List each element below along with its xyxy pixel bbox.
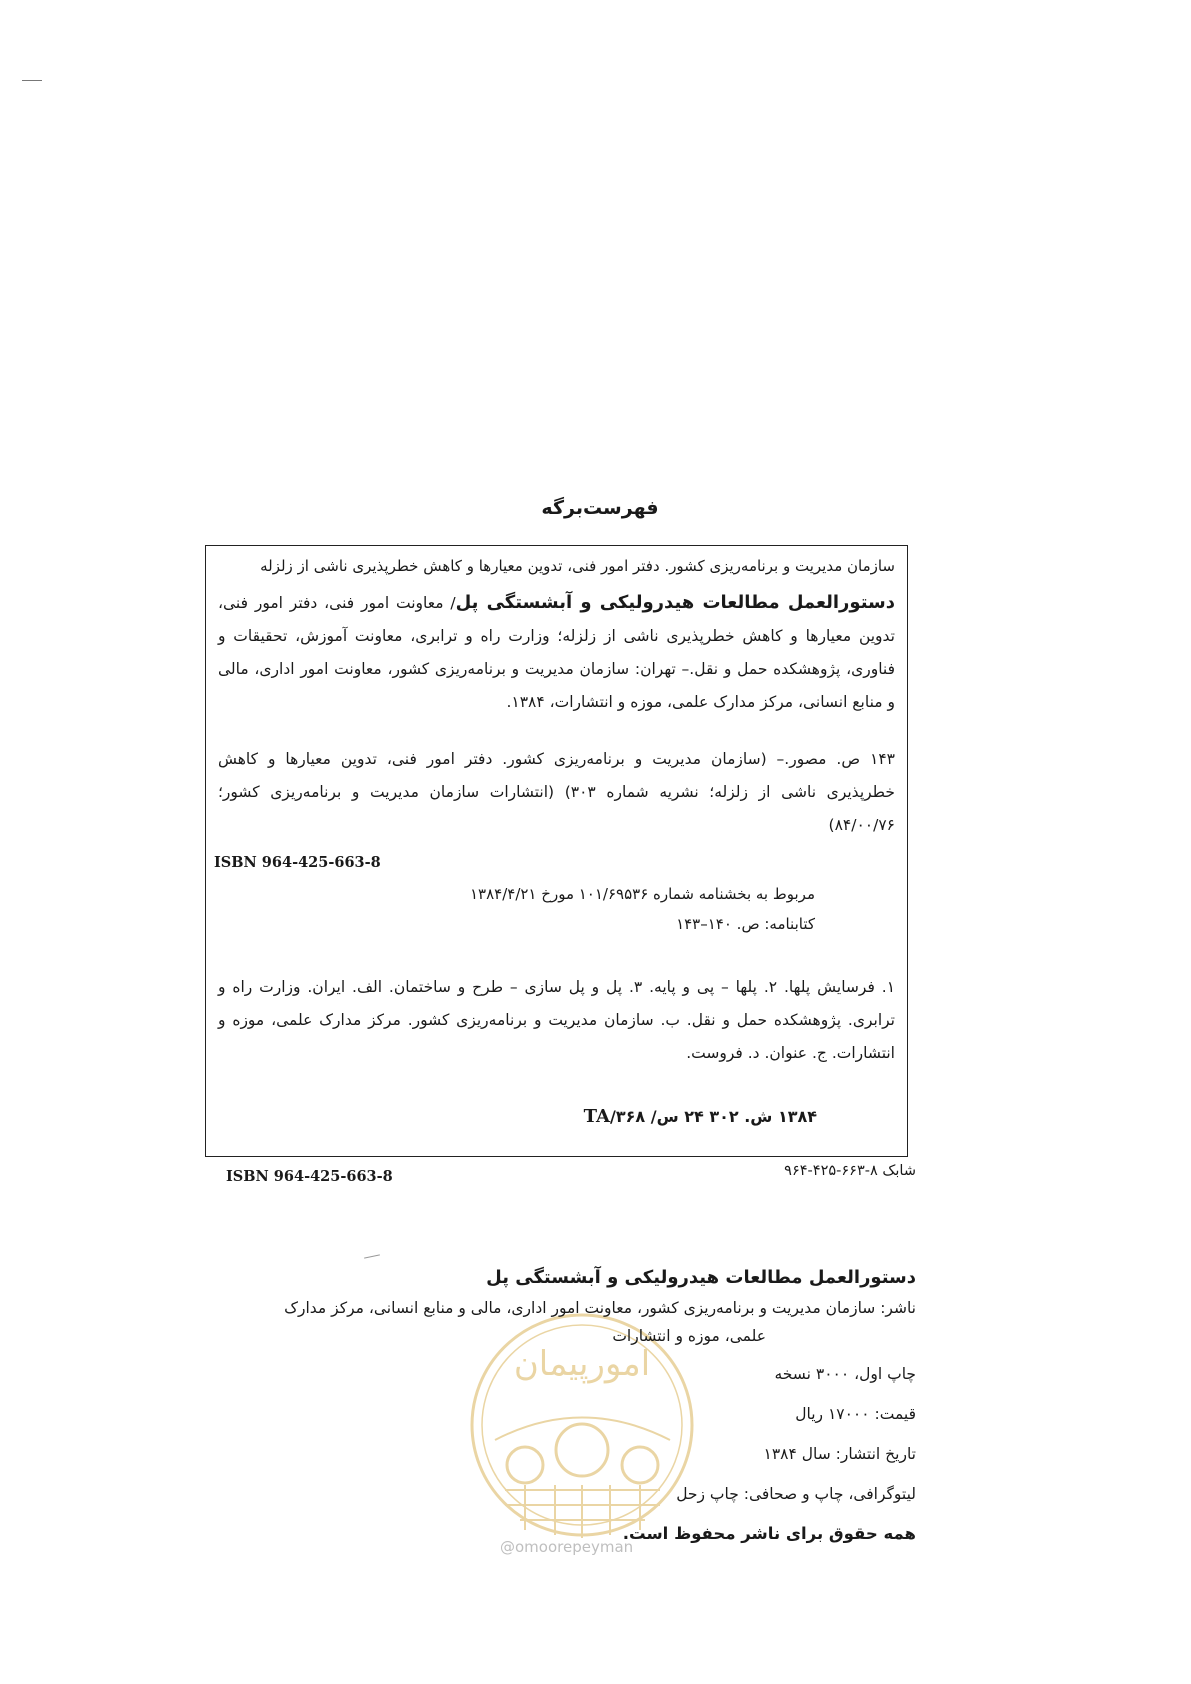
- imprint-publisher-line2: علمی، موزه و انتشارات: [612, 1327, 766, 1345]
- catalog-class-number-fa: ۱۳۸۴ ش. ۳۰۲ ۲۴ س/ ۳۶۸/: [610, 1107, 817, 1126]
- catalog-org-line: سازمان مدیریت و برنامه‌ریزی کشور. دفتر امور فنی، تدوین معیارها و کاهش خطرپذیری ناشی از زلزله: [260, 557, 895, 575]
- catalog-responsibility: / معاونت امور فنی، دفتر امور فنی، تدوین معیارها و کاهش خطرپذیری ناشی از زلزله؛ وزارت راه و ترابری، معاونت آموزش، تحقیقات و فناوری، پژوهشکده حمل و نقل.– تهران: سازمان مدیریت و برنامه‌ریزی کشور، معاونت امور اداری، مالی و منابع انسانی، مرکز مدارک علمی، موزه و انتشارات، ۱۳۸۴.: [218, 594, 895, 711]
- imprint-price: قیمت: ۱۷۰۰۰ ریال: [795, 1405, 916, 1423]
- catalog-class-number: [576, 1106, 817, 1127]
- scan-artifact-mark: [22, 80, 42, 81]
- shabak-fa: شابک ۸-۶۶۳-۴۲۵-۹۶۴: [784, 1163, 916, 1179]
- catalog-notes: [470, 879, 815, 939]
- imprint-rights: همه حقوق برای ناشر محفوظ است.: [622, 1524, 916, 1543]
- catalog-class-number-ta: TA: [583, 1106, 611, 1127]
- imprint-book-title: دستورالعمل مطالعات هیدرولیکی و آبشستگی پل: [486, 1267, 916, 1288]
- imprint-publisher-line1: ناشر: سازمان مدیریت و برنامه‌ریزی کشور، معاونت امور اداری، مالی و منابع انسانی، مرکز مدارک: [284, 1299, 916, 1317]
- catalog-subjects: ۱. فرسایش پلها. ۲. پلها – پی و پایه. ۳. پل و پل سازی – طرح و ساختمان. الف. ایران. وزارت راه و ترابری. پژوهشکده حمل و نقل. ب. سازمان مدیریت و برنامه‌ریزی کشور. مرکز مدارک علمی، موزه و انتشارات. ج. عنوان. د. فروست.: [218, 978, 896, 1062]
- catalog-isbn: ISBN 964-425-663-8: [214, 854, 381, 871]
- imprint-publisher: [216, 1298, 916, 1346]
- catalog-card: [205, 545, 908, 1157]
- catalog-note-bibliography: کتابنامه: ص. ۱۴۰–۱۴۳: [676, 915, 815, 933]
- catalog-main-entry: [218, 586, 895, 719]
- catalog-series: ۱۴۳ ص. مصور.– (سازمان مدیریت و برنامه‌ریزی کشور. دفتر امور فنی، تدوین معیارها و کاهش خطرپذیری ناشی از زلزله؛ نشریه شماره ۳۰۳) (انتشارات سازمان مدیریت و برنامه‌ریزی کشور؛ ۸۴/۰۰/۷۶): [218, 750, 895, 834]
- catalog-title: دستورالعمل مطالعات هیدرولیکی و آبشستگی پل: [455, 592, 895, 613]
- imprint-block: [216, 1267, 916, 1543]
- scan-artifact-mark: [364, 1254, 380, 1258]
- catalog-note-circular: مربوط به بخشنامه شماره ۱۰۱/۶۹۵۳۶ مورخ ۱۳۸۴/۴/۲۱: [469, 885, 815, 903]
- catalog-heading: فهرست‌برگه: [541, 497, 659, 519]
- imprint-printing: لیتوگرافی، چاپ و صحافی: چاپ زحل: [676, 1485, 916, 1503]
- watermark-handle: @omoorepeyman: [500, 1538, 634, 1556]
- isbn-outside: ISBN 964-425-663-8: [226, 1168, 393, 1185]
- imprint-date: تاریخ انتشار: سال ۱۳۸۴: [763, 1445, 916, 1463]
- imprint-edition: چاپ اول، ۳۰۰۰ نسخه: [774, 1365, 916, 1383]
- seal-text: امورپیمان: [513, 1344, 651, 1384]
